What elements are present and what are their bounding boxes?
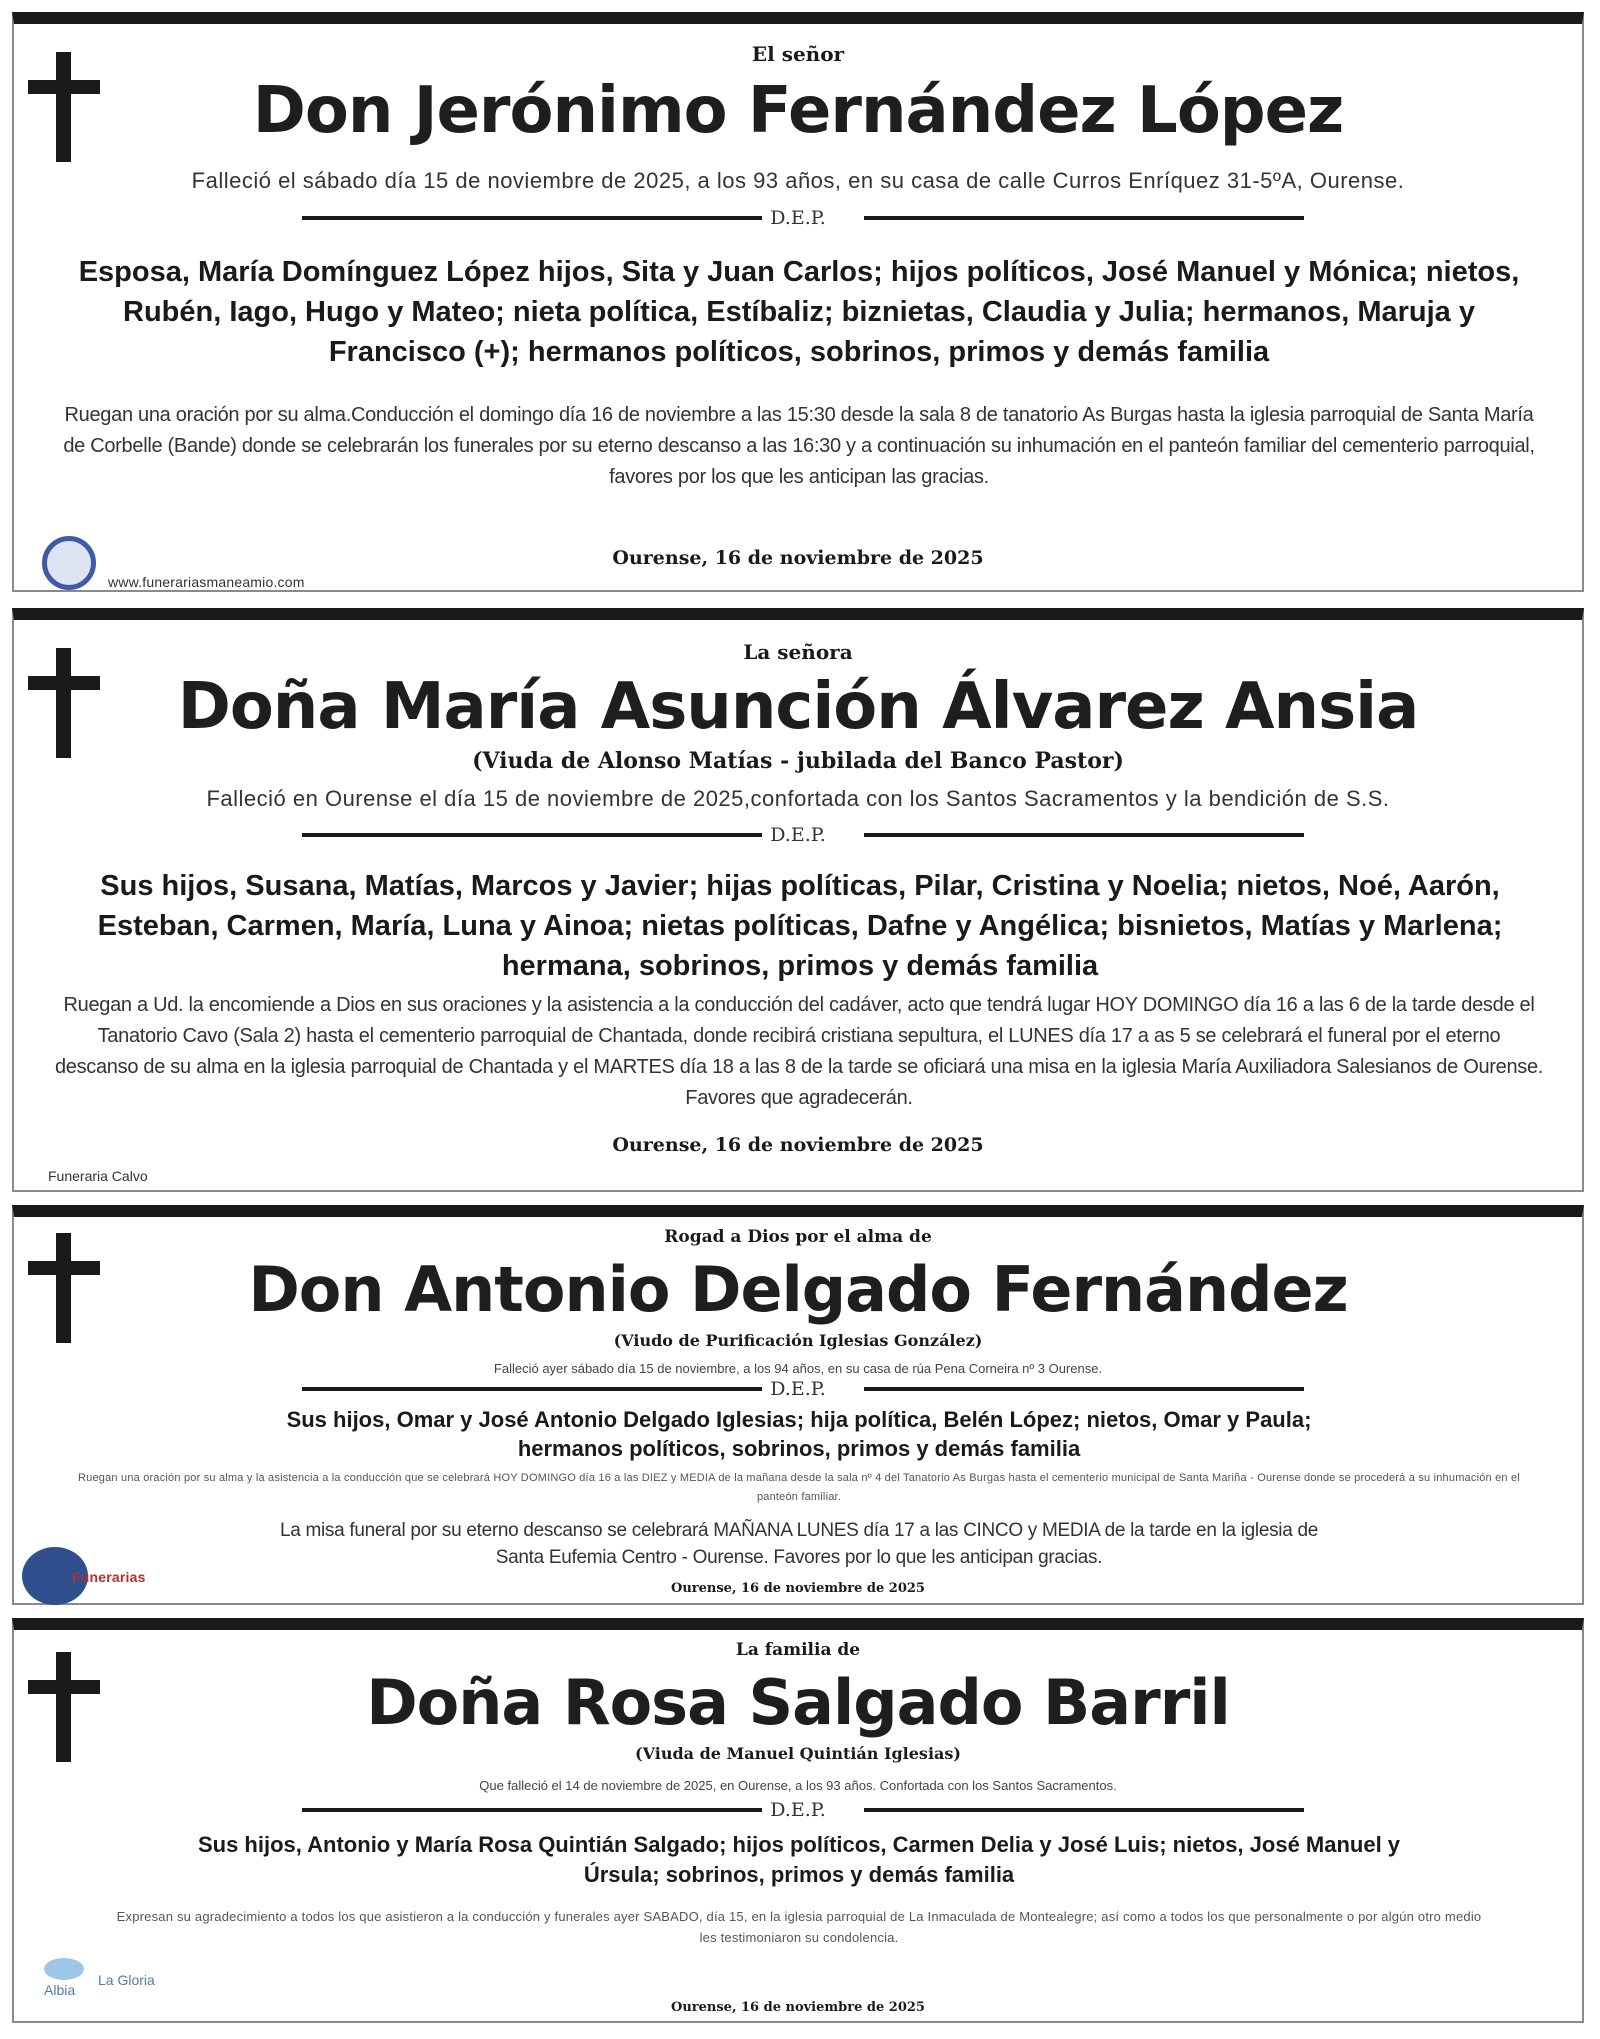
albia-logo-text: Albia xyxy=(44,1982,76,1998)
funeral-details: Ruegan una oración por su alma.Conducción el domingo día 16 de noviembre a las 15:30 desde la sala 8 de tanatorio As Burgas hasta la iglesia parroquial de Santa María de Corbelle (Bande) donde se celebrarán los funerales por su eterno descanso a las 16:30 y a continuación su inhumación en el panteón familiar del cementerio parroquial, favores por los que les anticipan las gracias. xyxy=(63,404,1535,488)
dep-label: D.E.P. xyxy=(770,824,826,846)
deceased-name: Doña María Asunción Álvarez Ansia xyxy=(177,670,1419,744)
deceased-subtitle: (Viuda de Alonso Matías - jubilada del Banco Pastor) xyxy=(472,748,1124,774)
funeral-mass-details: La misa funeral por su eterno descanso se celebrará MAÑANA LUNES día 17 a las CINCO y MEDIA de la tarde en la iglesia de Santa Eufemia Centro - Ourense. Favores por lo que les anticipan gracias. xyxy=(279,1520,1319,1568)
funeral-home-name: Funeraria Calvo xyxy=(48,1168,148,1184)
divider-right xyxy=(864,1387,1304,1391)
dep-label: D.E.P. xyxy=(770,207,826,229)
acknowledgement-text: Expresan su agradecimiento a todos los que asistieron a la conducción y funerales ayer SABADO, día 15, en la iglesia parroquial de La Inmaculada de Montealegre; así como a todos los que personalmente o por algún otro medio les testimoniaron su condolencia. xyxy=(116,1909,1482,1945)
place-date: Ourense, 16 de noviembre de 2025 xyxy=(671,1581,925,1596)
obituary-notice xyxy=(12,608,1584,1192)
obituary-notice xyxy=(12,1205,1584,1605)
deceased-name: Don Antonio Delgado Fernández xyxy=(248,1253,1348,1326)
funeral-home-url: www.funerariasmaneamio.com xyxy=(108,574,305,590)
dep-label: D.E.P. xyxy=(770,1378,826,1400)
death-info: Falleció el sábado día 15 de noviembre de 2025, a los 93 años, en su casa de calle Curros Enríquez 31-5ºA, Ourense. xyxy=(191,168,1405,193)
notice-kicker: La señora xyxy=(743,640,853,664)
place-date: Ourense, 16 de noviembre de 2025 xyxy=(671,2000,925,2015)
deceased-subtitle: (Viudo de Purificación Iglesias González) xyxy=(613,1331,983,1350)
dep-label: D.E.P. xyxy=(770,1799,826,1821)
deceased-subtitle: (Viuda de Manuel Quintián Iglesias) xyxy=(635,1744,961,1763)
deceased-name: Don Jerónimo Fernández López xyxy=(252,74,1344,148)
notice-kicker: La familia de xyxy=(735,1640,861,1660)
divider-right xyxy=(864,216,1304,220)
family-list: Esposa, María Domínguez López hijos, Sita y Juan Carlos; hijos políticos, José Manuel y Mónica; nietos, Rubén, Iago, Hugo y Mateo; nieta política, Estíbaliz; biznietas, Claudia y Julia; hermanos, Maruja y Francisco (+); hermanos políticos, sobrinos, primos y demás familia xyxy=(78,256,1520,368)
la-gloria-logo-text: La Gloria xyxy=(98,1972,155,1988)
divider-right xyxy=(864,833,1304,837)
family-list: Sus hijos, Omar y José Antonio Delgado Iglesias; hija política, Belén López; nietos, Omar y Paula; hermanos políticos, sobrinos, primos y demás familia xyxy=(286,1407,1312,1461)
death-info: Falleció ayer sábado día 15 de noviembre, a los 94 años, en su casa de rúa Pena Corneira nº 3 Ourense. xyxy=(493,1361,1103,1376)
albia-logo xyxy=(44,1958,84,1980)
family-list: Sus hijos, Antonio y María Rosa Quintián Salgado; hijos políticos, Carmen Delia y José Luis; nietos, José Manuel y Úrsula; sobrinos, primos y demás familia xyxy=(197,1832,1401,1887)
notice-kicker: El señor xyxy=(751,42,845,66)
funeral-home-logo xyxy=(42,536,96,590)
family-list: Sus hijos, Susana, Matías, Marcos y Javier; hijas políticas, Pilar, Cristina y Noelia; nietos, Noé, Aarón, Esteban, Carmen, María, Luna y Ainoa; nietas políticas, Dafne y Angélica; bisnietos, Matías y Marlena; hermana, sobrinos, primos y demás familia xyxy=(97,870,1503,982)
deceased-name: Doña Rosa Salgado Barril xyxy=(366,1666,1230,1739)
notice-kicker: Rogad a Dios por el alma de xyxy=(664,1227,932,1247)
funeral-home-label: Funerarias xyxy=(72,1569,146,1585)
place-date: Ourense, 16 de noviembre de 2025 xyxy=(612,1134,984,1156)
place-date: Ourense, 16 de noviembre de 2025 xyxy=(612,547,984,569)
obituary-notice xyxy=(12,1618,1584,2023)
death-info: Que falleció el 14 de noviembre de 2025, en Ourense, a los 93 años. Confortada con los Santos Sacramentos. xyxy=(479,1778,1117,1793)
funeral-details: Ruegan una oración por su alma y la asistencia a la conducción que se celebrará HOY DOMINGO día 16 a las DIEZ y MEDIA de la mañana desde la sala nº 4 del Tanatorio As Burgas hasta el cementerio municipal de Santa Mariña - Ourense donde se procederá a su inhumación en el panteón familiar. xyxy=(78,1472,1520,1503)
obituary-notice xyxy=(12,12,1584,592)
funeral-details: Ruegan a Ud. la encomiende a Dios en sus oraciones y la asistencia a la conducción del cadáver, acto que tendrá lugar HOY DOMINGO día 16 a las 6 de la tarde desde el Tanatorio Cavo (Sala 2) hasta el cementerio parroquial de Chantada, donde recibirá cristiana sepultura, el LUNES día 17 a as 5 se celebrará el funeral por el eterno descanso de su alma en la iglesia parroquial de Chantada y el MARTES día 18 a las 8 de la tarde se oficiará una misa en la iglesia María Auxiliadora Salesianos de Ourense. Favores que agradecerán. xyxy=(54,994,1544,1109)
death-info: Falleció en Ourense el día 15 de noviembre de 2025,confortada con los Santos Sacramentos y la bendición de S.S. xyxy=(206,786,1390,811)
divider-right xyxy=(864,1808,1304,1812)
